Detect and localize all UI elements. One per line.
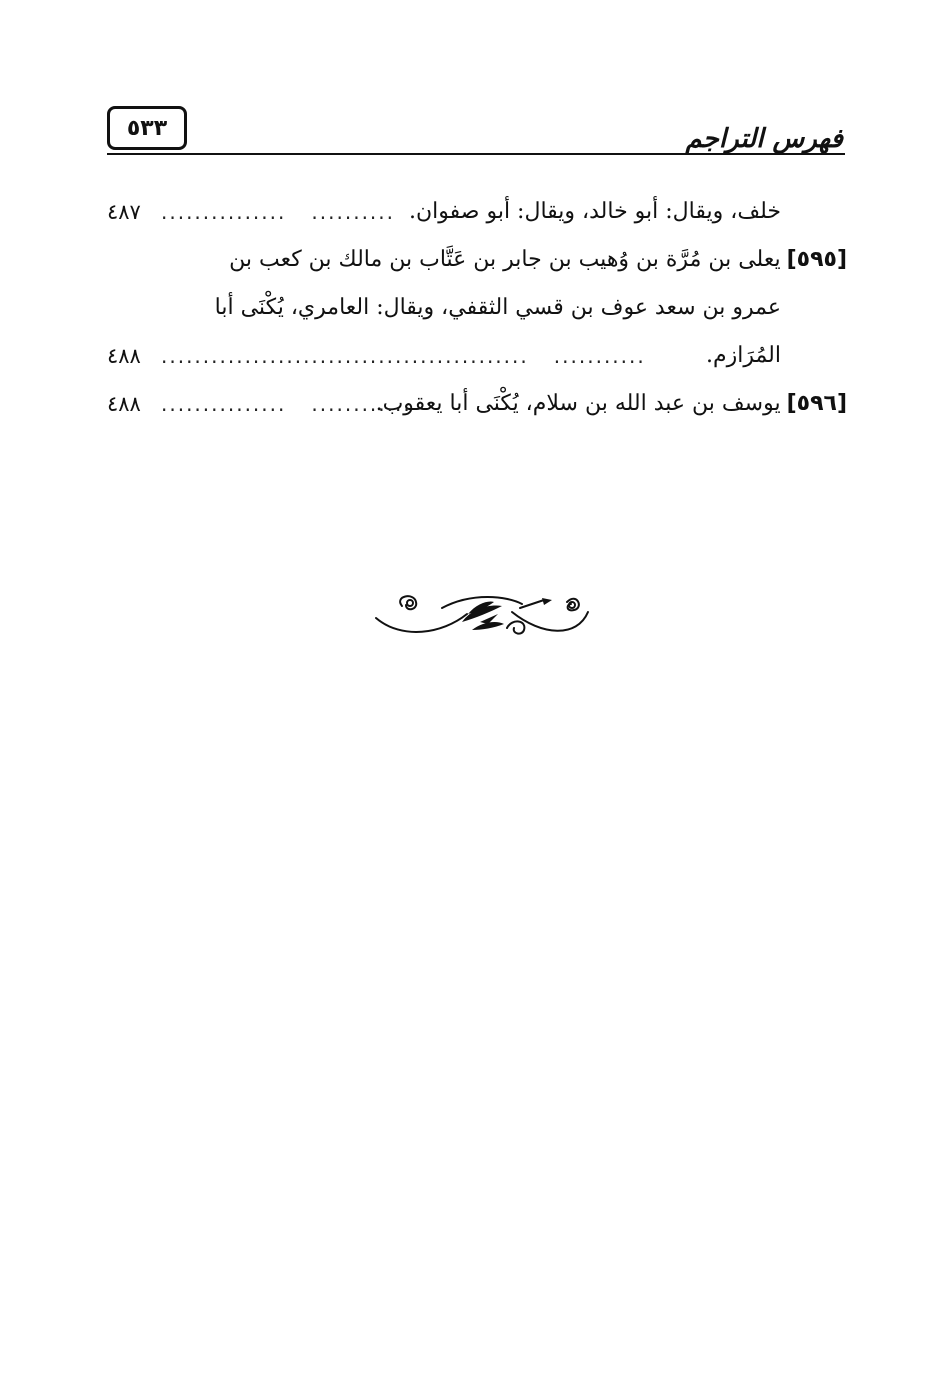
entry-line (107, 380, 847, 428)
entry-text: خلف، ويقال: أبو خالد، ويقال: أبو صفوان. (409, 199, 781, 224)
entry-first-line (376, 380, 847, 428)
entry-line (107, 236, 847, 284)
entry-first-line (229, 236, 847, 284)
page-number-box: ٥٣٣ (107, 106, 187, 150)
index-entries (107, 188, 847, 428)
entry-line (107, 188, 847, 236)
decorative-flourish-ornament (372, 578, 592, 648)
dot-leader: ............... ............ (161, 392, 412, 416)
entry-line (107, 332, 847, 380)
dot-leader: ............... .......... (161, 200, 396, 224)
entry-page-number: ٤٨٧ (107, 200, 141, 224)
header-rule (107, 153, 845, 155)
entry-text: يعلى بن مُرَّة بن وُهيب بن جابر بن عَتَّاب بن مالك بن كعب بن (229, 247, 781, 272)
dot-leader: ............................................ ........... (161, 344, 646, 368)
entry-text: يوسف بن عبد الله بن سلام، يُكْنَى أبا يعقوب. (375, 391, 781, 416)
entry-text: عمرو بن سعد عوف بن قسي الثقفي، ويقال: العامري، يُكْنَى أبا (214, 295, 781, 320)
entry-page-number: ٤٨٨ (107, 344, 141, 368)
entry-number: [٥٩٥] (786, 247, 847, 272)
entry-number: [٥٩٦] (786, 391, 847, 416)
entry-line (107, 284, 847, 332)
running-header-title: فهرس التراجم (685, 124, 843, 154)
entry-page-number: ٤٨٨ (107, 392, 141, 416)
entry-text: المُرَازم. (705, 343, 781, 368)
